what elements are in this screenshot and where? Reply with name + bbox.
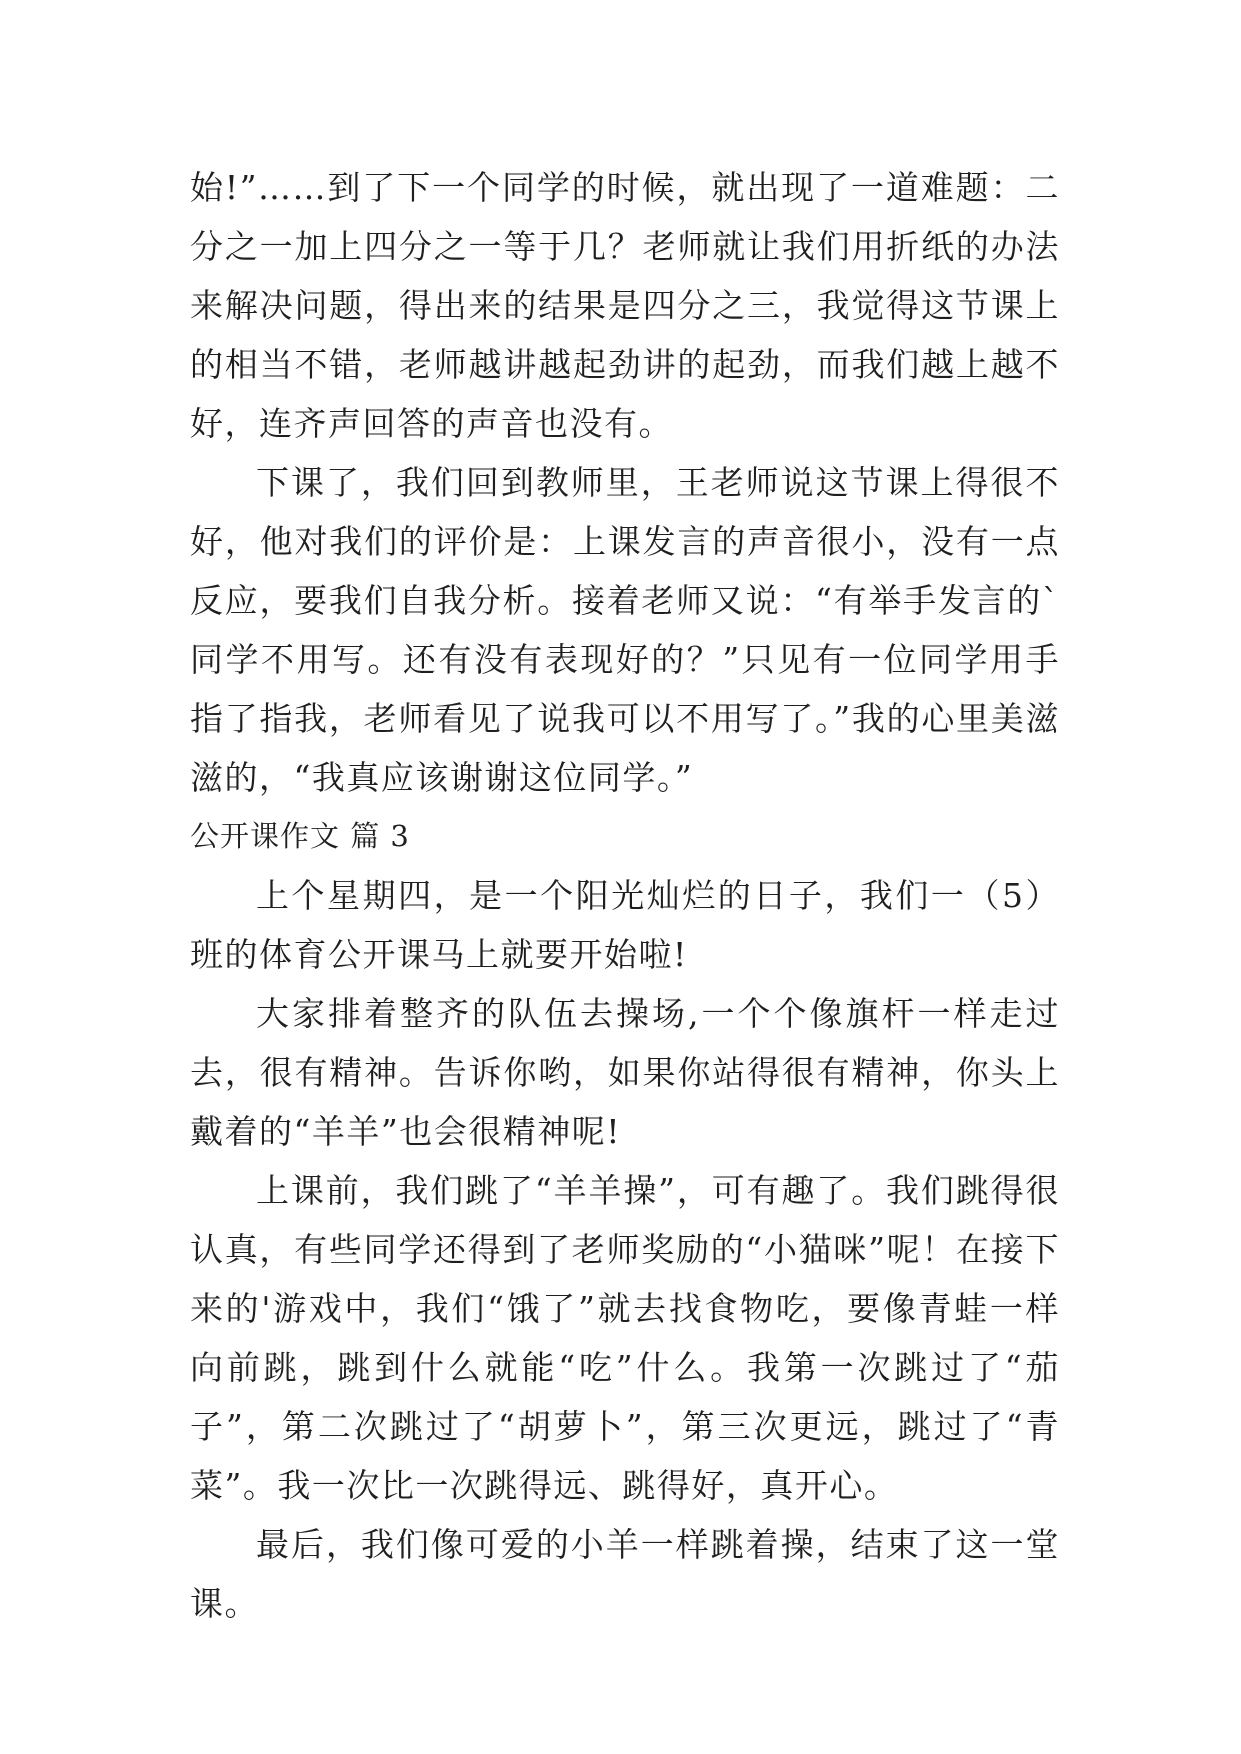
document-body (190, 158, 1060, 1633)
paragraph-5: 上课前，我们跳了“羊羊操”，可有趣了。我们跳得很认真，有些同学还得到了老师奖励的“小猫咪”呢！在接下来的'游戏中，我们“饿了”就去找食物吃，要像青蛙一样向前跳，跳到什么就能“吃”什么。我第一次跳过了“茄子”，第二次跳过了“胡萝卜”，第三次更远，跳过了“青菜”。我一次比一次跳得远、跳得好，真开心。 (190, 1171, 1060, 1505)
paragraph-1: 始!”……到了下一个同学的时候，就出现了一道难题：二分之一加上四分之一等于几？老师就让我们用折纸的办法来解决问题，得出来的结果是四分之三，我觉得这节课上的相当不错，老师越讲越起劲讲的起劲，而我们越上越不好，连齐声回答的声音也没有。 (190, 168, 1060, 443)
paragraph-4: 大家排着整齐的队伍去操场,一个个像旗杆一样走过去，很有精神。告诉你哟，如果你站得很有精神，你头上戴着的“羊羊”也会很精神呢! (190, 994, 1060, 1151)
paragraph-6: 最后，我们像可爱的小羊一样跳着操，结束了这一堂课。 (190, 1525, 1060, 1623)
section-heading: 公开课作文 篇 3 (190, 819, 410, 853)
paragraph-2: 下课了，我们回到教师里，王老师说这节课上得很不好，他对我们的评价是：上课发言的声音很小，没有一点反应，要我们自我分析。接着老师又说：“有举手发言的`同学不用写。还有没有表现好的？”只见有一位同学用手指了指我，老师看见了说我可以不用写了。”我的心里美滋滋的，“我真应该谢谢这位同学。” (190, 463, 1060, 797)
paragraph-3: 上个星期四，是一个阳光灿烂的日子，我们一（5）班的体育公开课马上就要开始啦! (190, 876, 1060, 974)
